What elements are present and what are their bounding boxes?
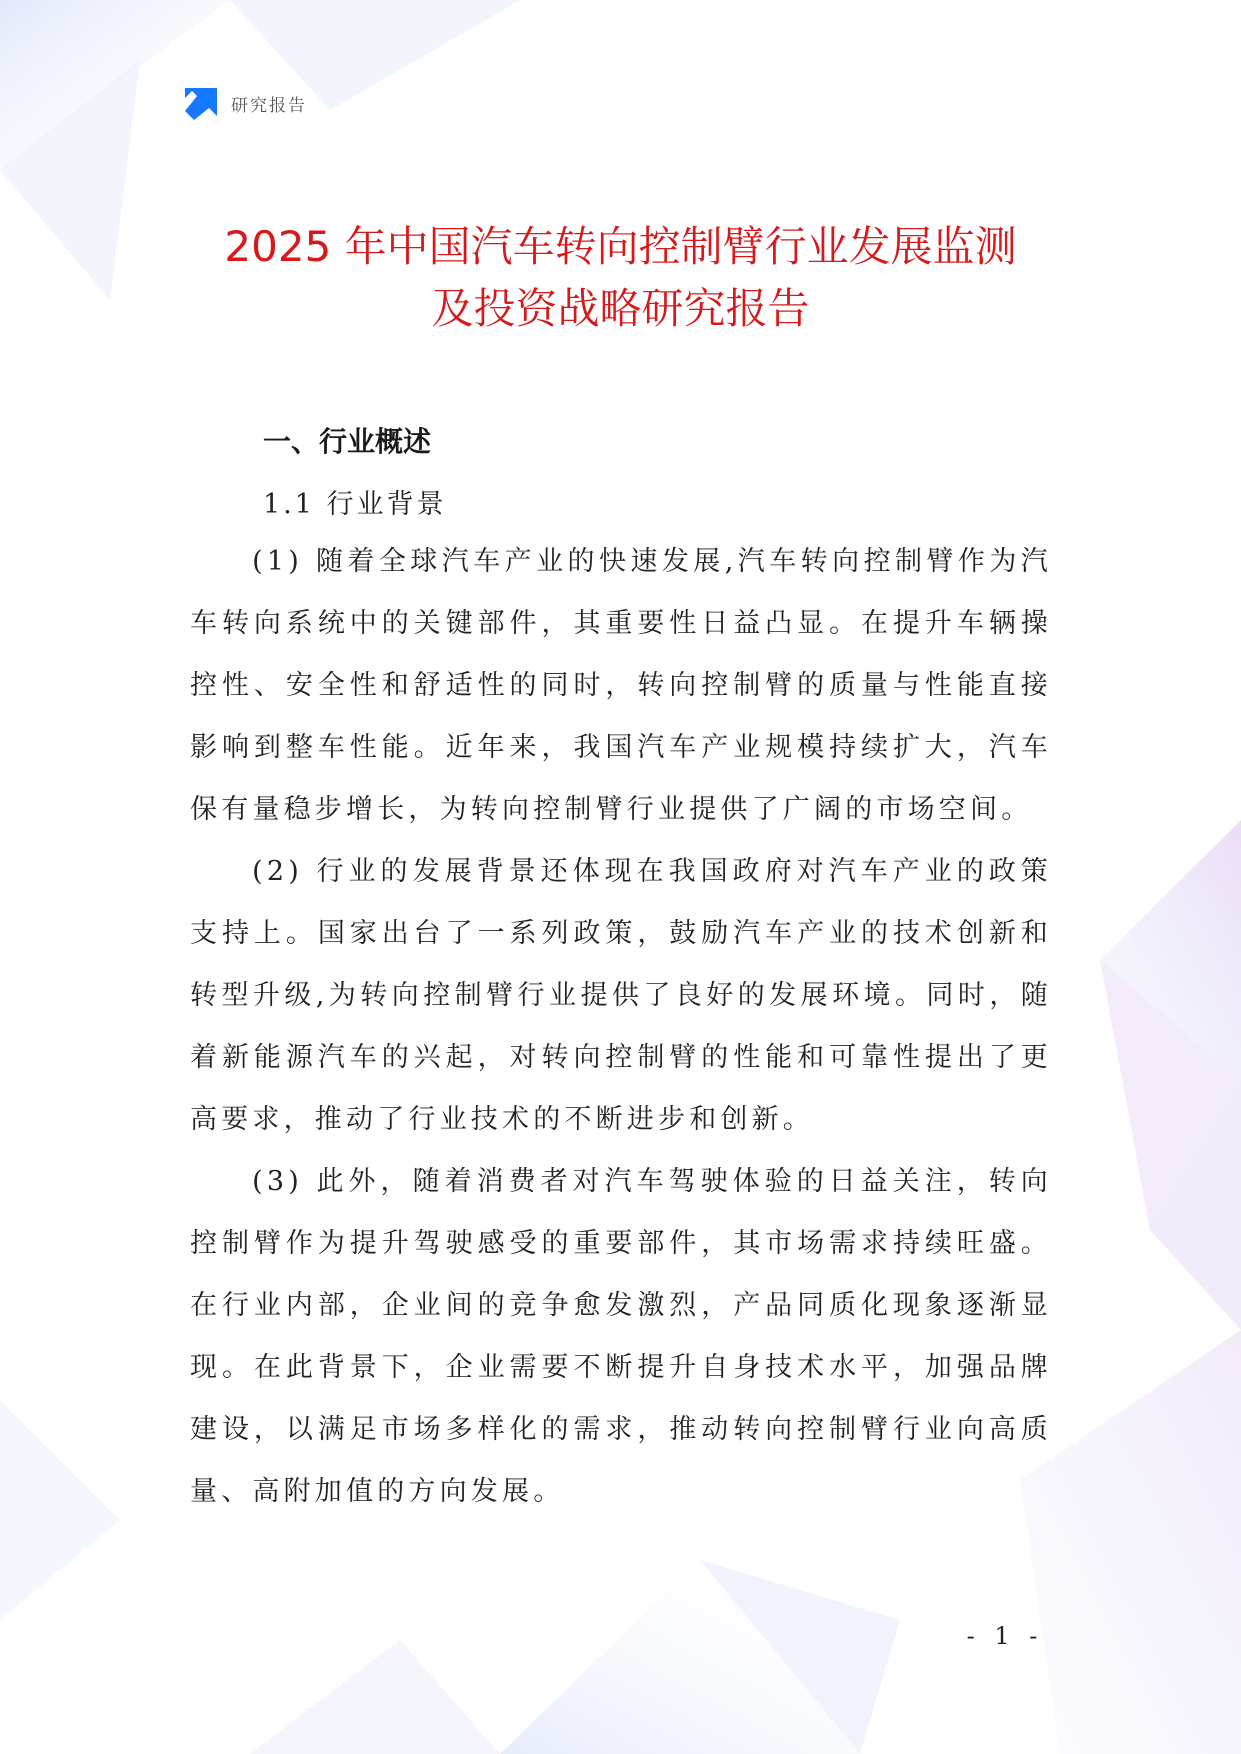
report-title-line-2: 及投资战略研究报告 <box>431 284 810 333</box>
report-title-line-1: 2025 年中国汽车转向控制臂行业发展监测 <box>224 222 1017 271</box>
paragraph-3: (3) 此外，随着消费者对汽车驾驶体验的日益关注，转向控制臂作为提升驾驶感受的重要部件，其市场需求持续旺盛。在行业内部，企业间的竞争愈发激烈，产品同质化现象逐渐显现。在此背景下，企业需要不断提升自身技术水平，加强品牌建设，以满足市场多样化的需求，推动转向控制臂行业向高质量、高附加值的方向发展。 <box>190 1166 1052 1507</box>
subsection-heading: 1.1 行业背景 <box>263 489 447 520</box>
body-text <box>190 531 1052 1523</box>
report-header <box>185 86 307 120</box>
page-number: - 1 - <box>966 1622 1044 1650</box>
arrow-up-right-icon <box>185 86 219 120</box>
paragraph-2: (2) 行业的发展背景还体现在我国政府对汽车产业的政策支持上。国家出台了一系列政策，鼓励汽车产业的技术创新和转型升级,为转向控制臂行业提供了良好的发展环境。同时，随着新能源汽车的兴起，对转向控制臂的性能和可靠性提出了更高要求，推动了行业技术的不断进步和创新。 <box>190 856 1052 1135</box>
report-title <box>150 216 1091 340</box>
paragraph-1: (1) 随着全球汽车产业的快速发展,汽车转向控制臂作为汽车转向系统中的关键部件，其重要性日益凸显。在提升车辆操控性、安全性和舒适性的同时，转向控制臂的质量与性能直接影响到整车性能。近年来，我国汽车产业规模持续扩大，汽车保有量稳步增长，为转向控制臂行业提供了广阔的市场空间。 <box>190 546 1052 825</box>
header-label: 研究报告 <box>231 95 307 116</box>
section-heading: 一、行业概述 <box>263 425 432 458</box>
